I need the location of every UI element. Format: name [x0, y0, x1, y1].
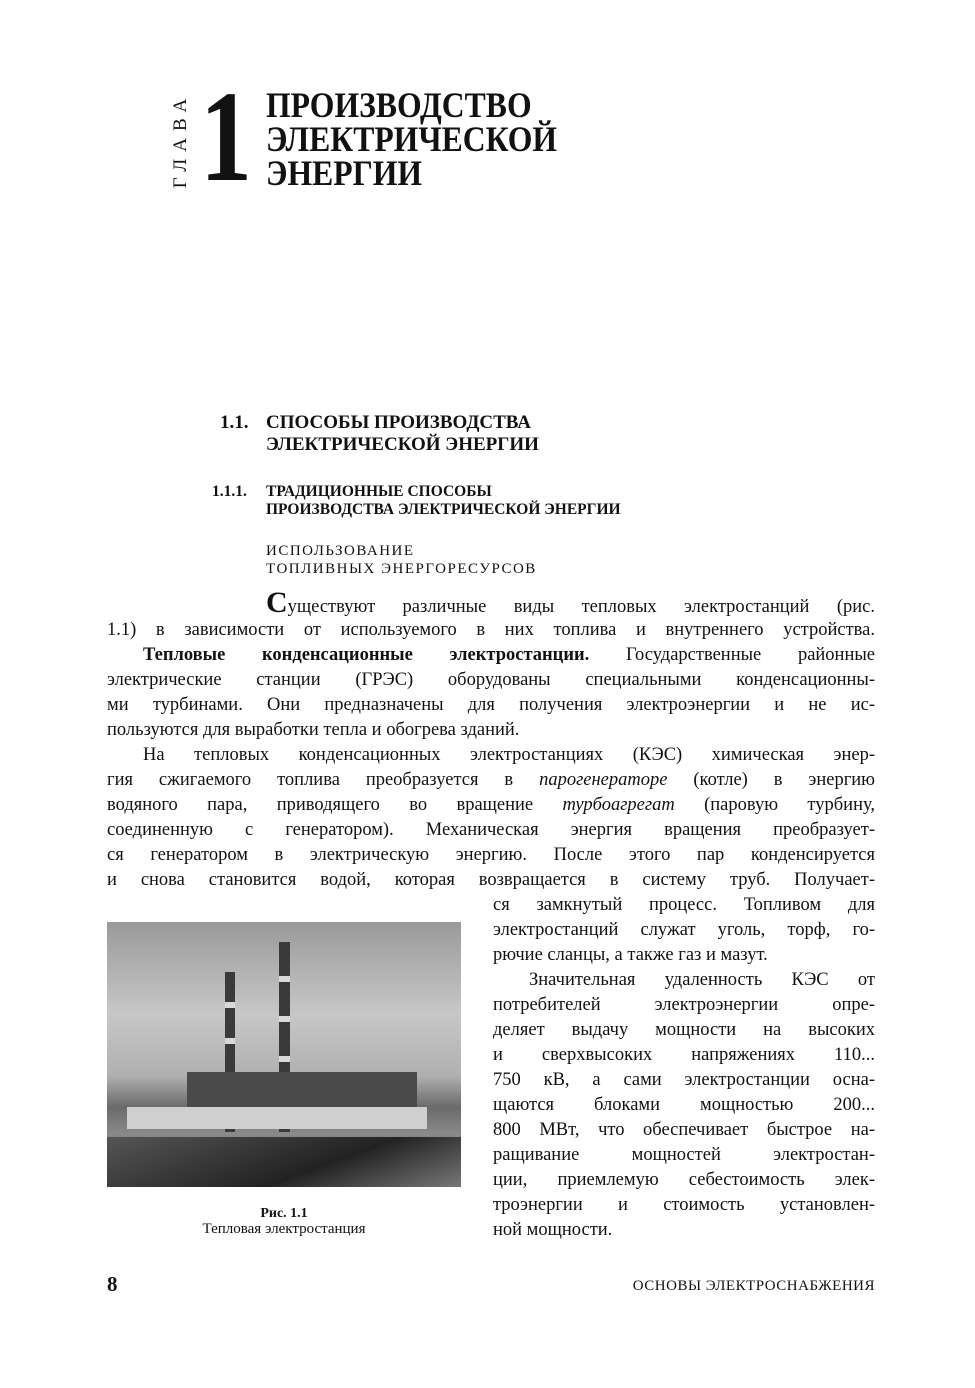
bold-term: Тепловые конденсационные электростанции. [143, 645, 590, 665]
text: уществуют различные виды тепловых электростанций (рис. [287, 597, 875, 617]
text-line: ся замкнутый процесс. Топливом для [493, 895, 875, 915]
section-title-line: СПОСОБЫ ПРОИЗВОДСТВА [266, 412, 532, 433]
text: гия сжигаемого топлива преобразуется в [107, 770, 514, 790]
text-line [266, 586, 875, 619]
text-line: 750 кВ, а сами электростанции осна- [493, 1070, 875, 1090]
section-number: 1.1. [220, 412, 249, 433]
text-line: троэнергии и стоимость установлен- [493, 1195, 875, 1215]
running-title: ОСНОВЫ ЭЛЕКТРОСНАБЖЕНИЯ [632, 1278, 875, 1294]
subsection-title [266, 483, 621, 519]
text-line: ной мощности. [493, 1220, 613, 1240]
text-line [107, 768, 875, 793]
subheading-line: ИСПОЛЬЗОВАНИЕ [266, 543, 415, 559]
text-line: электрические станции (ГРЭС) оборудованы специальными конденсационны- [107, 670, 875, 690]
text-line: щаются блоками мощностью 200... [493, 1095, 875, 1115]
text-line: ции, приемлемую себестоимость элек- [493, 1170, 875, 1190]
text-line: На тепловых конденсационных электростанциях (КЭС) химическая энер- [143, 745, 875, 765]
text-line: и снова становится водой, которая возвращается в систему труб. Получает- [107, 870, 875, 890]
text-line: 800 МВт, что обеспечивает быстрое на- [493, 1120, 875, 1140]
power-plant-photo [107, 922, 461, 1187]
text: (паровую турбину, [704, 795, 876, 815]
subsection-title-line: ТРАДИЦИОННЫЕ СПОСОБЫ [266, 483, 492, 500]
text-line: потребителей электроэнергии опре- [493, 995, 875, 1015]
subheading [266, 542, 537, 578]
figure-label: Рис. 1.1 [260, 1206, 308, 1221]
chapter-title-line: ЭЛЕКТРИЧЕСКОЙ [266, 119, 558, 159]
text: Государственные районные [625, 645, 875, 665]
chapter-number: 1 [200, 65, 252, 209]
text-line: ми турбинами. Они предназначены для получения электроэнергии и не ис- [107, 695, 875, 715]
chapter-title-line: ПРОИЗВОДСТВО [266, 85, 532, 125]
text-line [107, 793, 875, 818]
chapter-label [166, 92, 196, 188]
text-line: пользуются для выработки тепла и обогрева зданий. [107, 720, 520, 740]
text-line: соединенную с генератором). Механическая энергия вращения преобразует- [107, 820, 875, 840]
text-line: электростанций служат уголь, торф, го- [493, 920, 875, 940]
plant-roof [127, 1107, 427, 1129]
chapter-title-line: ЭНЕРГИИ [266, 153, 423, 193]
text-line: ся генератором в электрическую энергию. После этого пар конденсируется [107, 845, 875, 865]
chapter-title [266, 85, 558, 193]
text-line: 1.1) в зависимости от используемого в них топлива и внутреннего устройства. [107, 620, 875, 640]
italic-term: парогенераторе [539, 770, 668, 790]
text-line: деляет выдачу мощности на высоких [493, 1020, 875, 1040]
subsection-title-line: ПРОИЗВОДСТВА ЭЛЕКТРИЧЕСКОЙ ЭНЕРГИИ [266, 501, 621, 518]
foreground [107, 1137, 461, 1187]
text: (котле) в энергию [693, 770, 876, 790]
subheading-line: ТОПЛИВНЫХ ЭНЕРГОРЕСУРСОВ [266, 561, 537, 577]
figure-caption: Тепловая электростанция [202, 1221, 366, 1237]
text-line: рючие сланцы, а также газ и мазут. [493, 945, 768, 965]
subsection-number: 1.1.1. [212, 483, 247, 500]
drop-cap: С [266, 586, 288, 619]
page-number: 8 [107, 1272, 118, 1296]
italic-term: турбоагрегат [562, 795, 675, 815]
chapter-label-text: ГЛАВА [170, 91, 191, 189]
section-title [266, 412, 539, 456]
text-line: ращивание мощностей электростан- [493, 1145, 875, 1165]
text-line [107, 643, 875, 668]
section-title-line: ЭЛЕКТРИЧЕСКОЙ ЭНЕРГИИ [266, 434, 539, 455]
text-line: и сверхвысоких напряжениях 110... [493, 1045, 875, 1065]
text-line: Значительная удаленность КЭС от [529, 970, 875, 990]
text: водяного пара, приводящего во вращение [107, 795, 534, 815]
